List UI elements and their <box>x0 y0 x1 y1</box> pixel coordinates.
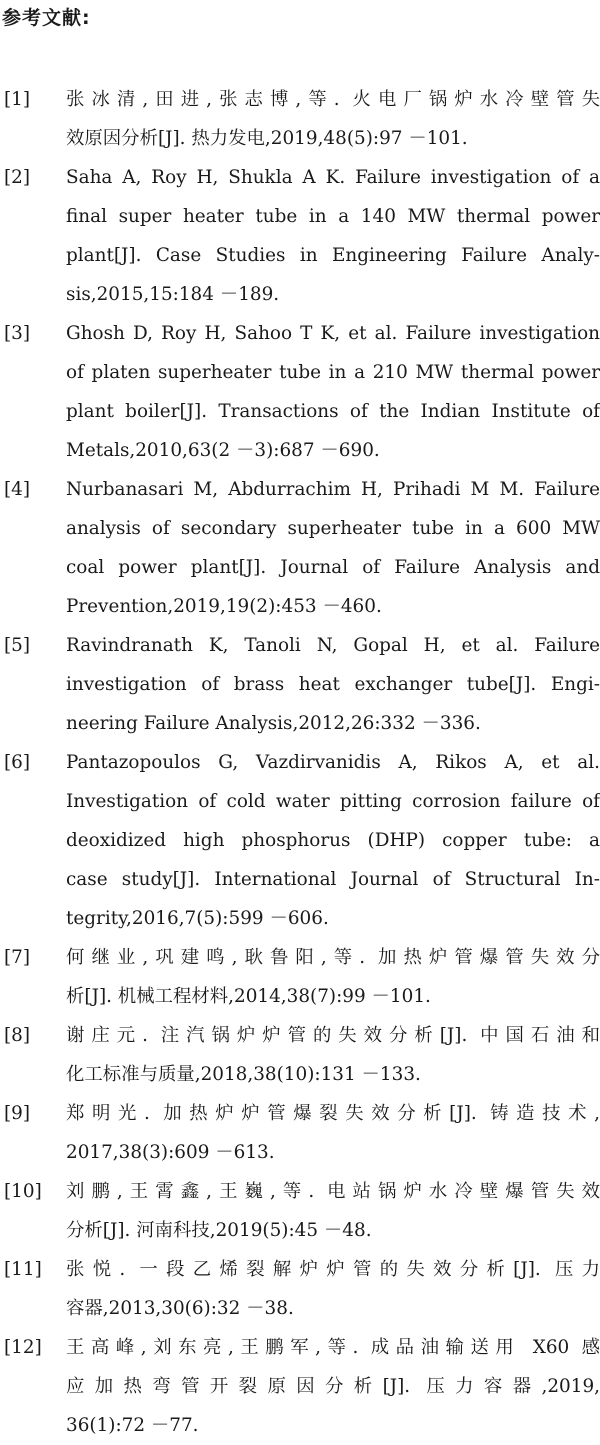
reference-item <box>0 1250 600 1328</box>
reference-text-line: plant boiler[J]. Transactions of the Indian Institute of <box>66 401 600 422</box>
reference-item <box>0 1328 600 1445</box>
reference-number: [8] <box>4 1025 31 1046</box>
reference-text-line: case study[J]. International Journal of Structural In- <box>66 869 600 890</box>
reference-number: [7] <box>4 947 31 968</box>
reference-text-line: Ravindranath K, Tanoli N, Gopal H, et al. Failure <box>66 635 600 656</box>
reference-text-line: 效原因分析[J]. 热力发电,2019,48(5):97 －101. <box>66 128 468 149</box>
reference-text-line: 应加热弯管开裂原因分析[J]. 压力容器,2019, <box>66 1376 600 1397</box>
reference-text-line: 容器,2013,30(6):32 －38. <box>66 1298 294 1319</box>
reference-text-line: 郑明光. 加热炉炉管爆裂失效分析[J]. 铸造技术, <box>66 1103 600 1124</box>
reference-text-line: neering Failure Analysis,2012,26:332 －336. <box>66 713 481 734</box>
reference-text-line: 王高峰,刘东亮,王鹏军,等. 成品油输送用 X60 感 <box>66 1337 600 1358</box>
reference-number: [10] <box>4 1181 42 1202</box>
reference-text-line: plant[J]. Case Studies in Engineering Failure Analy- <box>66 245 600 266</box>
reference-text-line: Prevention,2019,19(2):453 －460. <box>66 596 382 617</box>
reference-text-line: analysis of secondary superheater tube in a 600 MW <box>66 518 600 539</box>
reference-text-line: sis,2015,15:184 －189. <box>66 284 280 305</box>
reference-number: [12] <box>4 1337 42 1358</box>
reference-number: [11] <box>4 1259 42 1280</box>
reference-text-line: final super heater tube in a 140 MW thermal power <box>66 206 600 227</box>
reference-text-line: 化工标准与质量,2018,38(10):131 －133. <box>66 1064 421 1085</box>
reference-text-line: Nurbanasari M, Abdurrachim H, Prihadi M M. Failure <box>66 479 600 500</box>
reference-text-line: 36(1):72 －77. <box>66 1415 199 1436</box>
reference-text-line: tegrity,2016,7(5):599 －606. <box>66 908 329 929</box>
reference-number: [1] <box>4 89 31 110</box>
reference-number: [3] <box>4 323 31 344</box>
reference-text-line: 析[J]. 机械工程材料,2014,38(7):99 －101. <box>66 986 431 1007</box>
reference-text-line: 2017,38(3):609 －613. <box>66 1142 275 1163</box>
reference-text-line: deoxidized high phosphorus (DHP) copper tube: a <box>66 830 600 851</box>
reference-text-line: Pantazopoulos G, Vazdirvanidis A, Rikos A, et al. <box>66 752 600 773</box>
reference-item <box>0 314 600 470</box>
reference-text-line: 张悦. 一段乙烯裂解炉炉管的失效分析[J]. 压力 <box>66 1259 600 1280</box>
reference-text-line: coal power plant[J]. Journal of Failure Analysis and <box>66 557 600 578</box>
reference-text-line: 分析[J]. 河南科技,2019(5):45 －48. <box>66 1220 372 1241</box>
reference-item <box>0 938 600 1016</box>
reference-item <box>0 626 600 743</box>
reference-text-line: Metals,2010,63(2 －3):687 －690. <box>66 440 380 461</box>
reference-number: [9] <box>4 1103 31 1124</box>
reference-item <box>0 80 600 158</box>
reference-text-line: 张冰清,田进,张志博,等. 火电厂锅炉水冷壁管失 <box>66 89 600 110</box>
reference-number: [6] <box>4 752 31 773</box>
reference-item <box>0 1016 600 1094</box>
reference-list <box>0 80 600 1445</box>
reference-text-line: 谢庄元. 注汽锅炉炉管的失效分析[J]. 中国石油和 <box>66 1025 600 1046</box>
reference-text-line: 何继业,巩建鸣,耿鲁阳,等. 加热炉管爆管失效分 <box>66 947 600 968</box>
reference-number: [4] <box>4 479 31 500</box>
references-heading: 参考文献: <box>2 7 91 29</box>
reference-text-line: of platen superheater tube in a 210 MW thermal power <box>66 362 600 383</box>
reference-item <box>0 1172 600 1250</box>
reference-item <box>0 1094 600 1172</box>
reference-item <box>0 743 600 938</box>
reference-number: [5] <box>4 635 31 656</box>
reference-item <box>0 470 600 626</box>
reference-text-line: Investigation of cold water pitting corrosion failure of <box>66 791 600 812</box>
reference-number: [2] <box>4 167 31 188</box>
reference-item <box>0 158 600 314</box>
reference-text-line: investigation of brass heat exchanger tube[J]. Engi- <box>66 674 600 695</box>
reference-text-line: 刘鹏,王霄鑫,王巍,等. 电站锅炉水冷壁爆管失效 <box>66 1181 600 1202</box>
reference-text-line: Saha A, Roy H, Shukla A K. Failure investigation of a <box>66 167 600 188</box>
reference-text-line: Ghosh D, Roy H, Sahoo T K, et al. Failure investigation <box>66 323 600 344</box>
